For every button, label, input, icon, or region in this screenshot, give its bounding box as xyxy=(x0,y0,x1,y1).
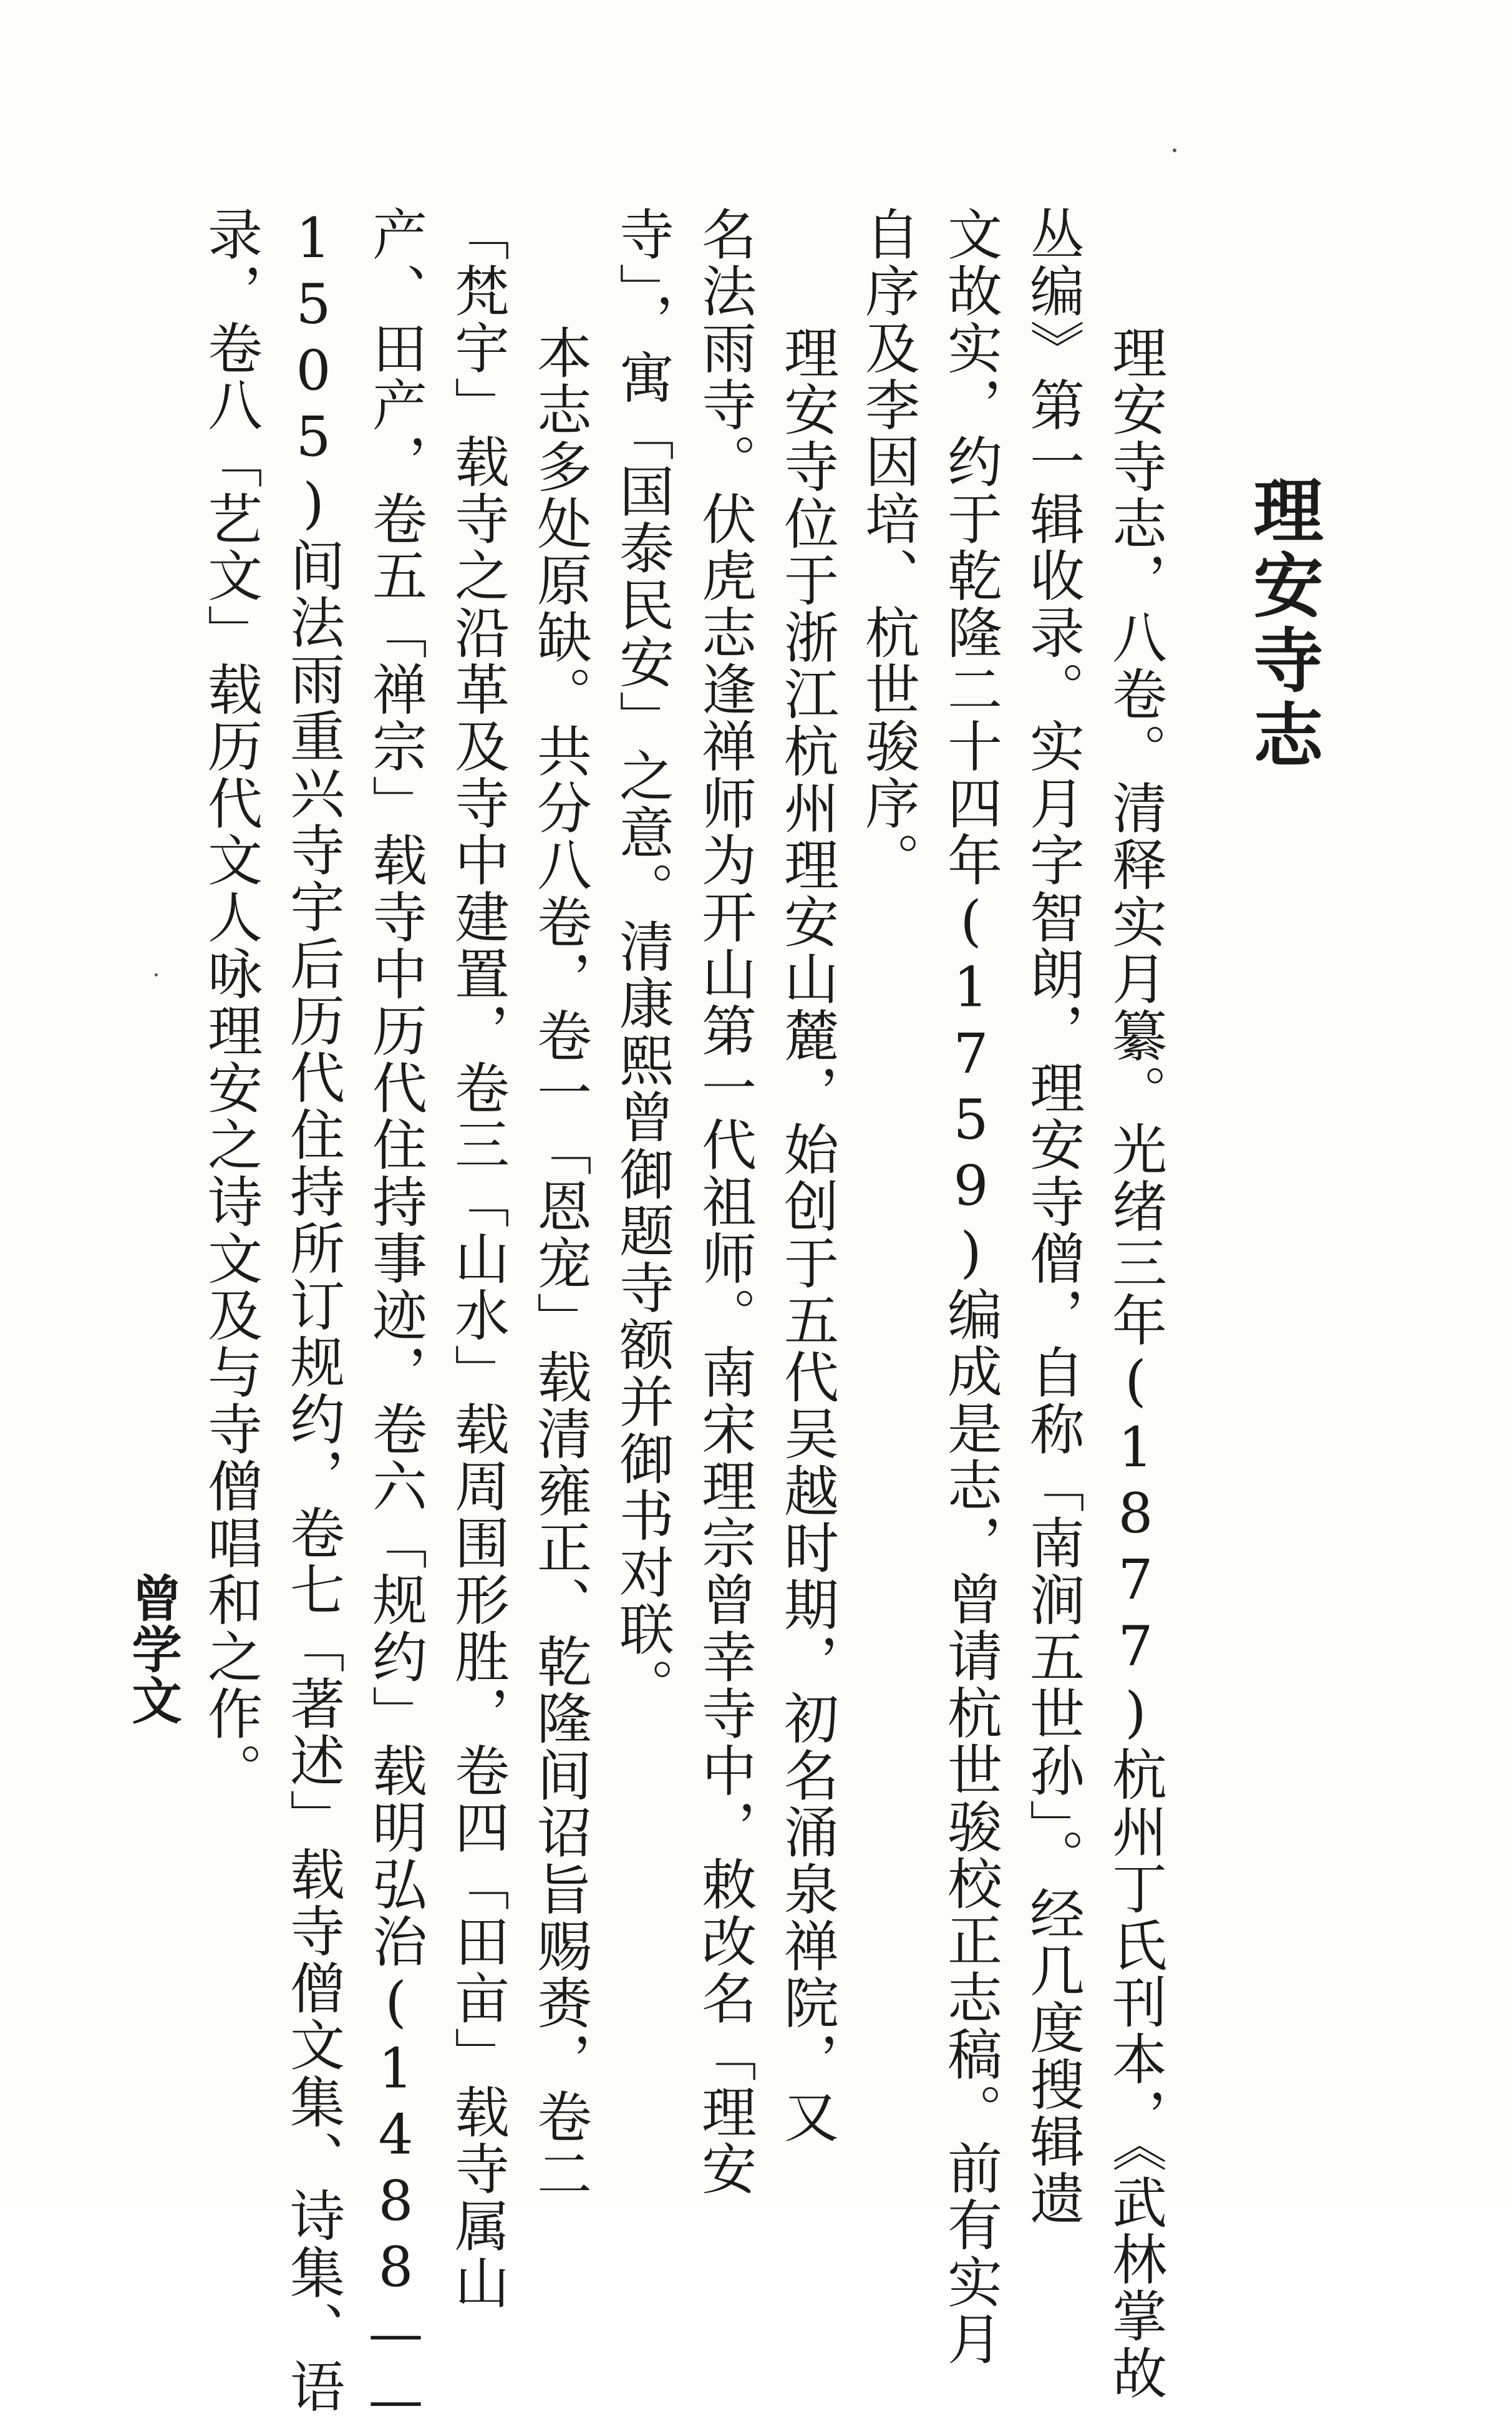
scan-speck xyxy=(1173,148,1176,152)
scan-speck xyxy=(155,973,158,976)
text-column-6: 名法雨寺。伏虎志逢禅师为开山第一代祖师。南宋理宗曾幸寺中，敕改名「理安 xyxy=(693,206,757,2198)
page-title: 理安寺志 xyxy=(1242,474,1324,774)
text-column-11: 1505)间法雨重兴寺宇后历代住持所订规约，卷七「著述」载寺僧文集、诗集、语 xyxy=(281,206,346,2415)
text-column-10: 产、田产，卷五「禅宗」载寺中历代住持事迹，卷六「规约」载明弘治(1488—— xyxy=(364,206,428,2434)
text-column-12: 录，卷八「艺文」载历代文人咏理安之诗文及与寺僧唱和之作。 xyxy=(199,206,263,1799)
text-column-8: 本志多处原缺。共分八卷，卷一「恩宠」载清雍正、乾隆间诏旨赐赉，卷二 xyxy=(528,324,593,2203)
text-column-9: 「梵宇」载寺之沿革及寺中建置，卷三「山水」载周围形胜，卷四「田亩」载寺属山 xyxy=(446,206,510,2312)
text-column-2: 丛编》第一辑收录。实月字智朗，理安寺僧，自称「南涧五世孙」。经几度搜辑遗 xyxy=(1021,206,1085,2227)
author-name: 曾学文 xyxy=(124,1572,182,1726)
text-column-5: 理安寺位于浙江杭州理安山麓，始创于五代吴越时期，初名涌泉禅院，又 xyxy=(775,324,840,2146)
text-column-4: 自序及李因培、杭世骏序。 xyxy=(856,206,921,889)
text-column-7: 寺」，寓「国泰民安」之意。清康熙曾御题寺额并御书对联。 xyxy=(611,206,675,1715)
text-column-1: 理安寺志，八卷。清释实月纂。光绪三年(1877)杭州丁氏刊本，《武林掌故 xyxy=(1103,324,1168,2402)
text-column-3: 文故实，约于乾隆二十四年(1759)编成是志，曾请杭世骏校正志稿。前有实月 xyxy=(939,206,1003,2368)
